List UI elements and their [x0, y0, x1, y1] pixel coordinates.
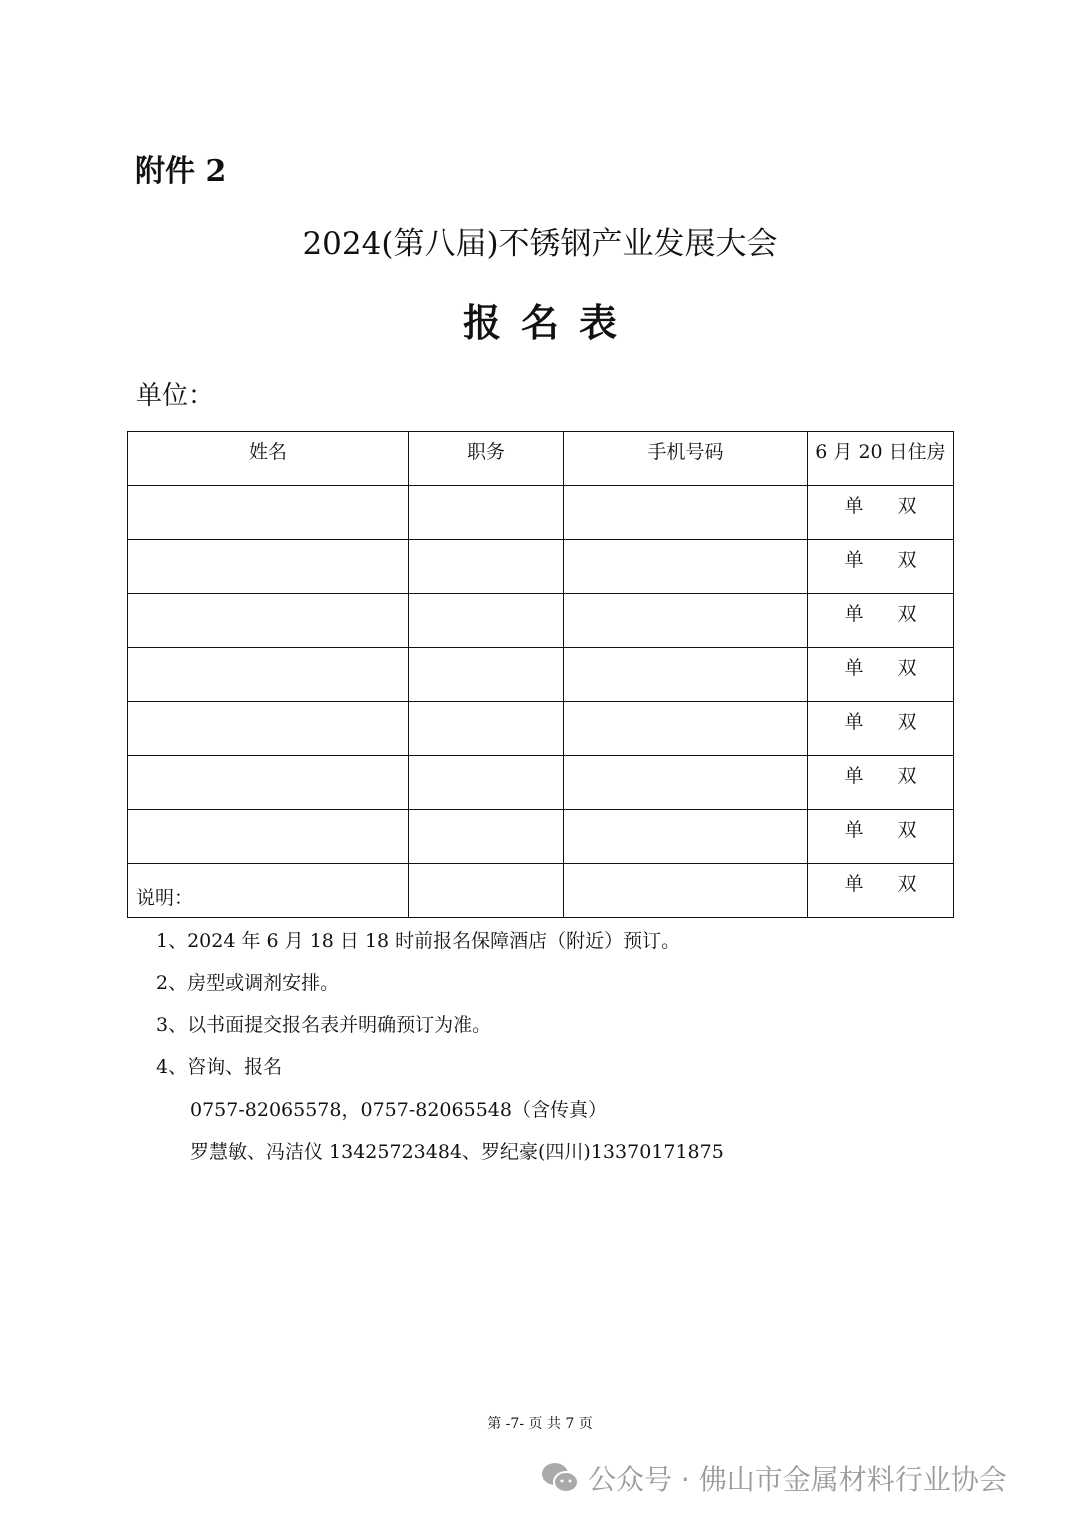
name-cell[interactable]	[128, 648, 409, 702]
position-cell[interactable]	[409, 486, 564, 540]
double-room-option[interactable]: 双	[897, 765, 917, 787]
room-type-cell	[808, 756, 954, 810]
single-room-option[interactable]: 单	[844, 819, 864, 841]
room-type-cell	[808, 864, 954, 918]
name-cell[interactable]	[128, 540, 409, 594]
single-room-option[interactable]: 单	[844, 495, 864, 517]
watermark-text: 公众号 · 佛山市金属材料行业协会	[588, 1463, 1007, 1496]
double-room-option[interactable]: 双	[897, 711, 917, 733]
phone-cell[interactable]	[564, 486, 808, 540]
position-cell[interactable]	[409, 756, 564, 810]
double-room-option[interactable]: 双	[897, 549, 917, 571]
name-cell[interactable]	[128, 486, 409, 540]
note-item: 4、咨询、报名	[156, 1056, 283, 1078]
position-cell[interactable]	[409, 594, 564, 648]
note-item: 2、房型或调剂安排。	[156, 972, 340, 994]
table-row	[128, 648, 954, 702]
room-type-cell	[808, 810, 954, 864]
table-row	[128, 810, 954, 864]
name-cell[interactable]	[128, 702, 409, 756]
table-row	[128, 594, 954, 648]
registration-table	[127, 431, 954, 918]
table-row	[128, 864, 954, 918]
unit-label: 单位：	[136, 381, 215, 411]
single-room-option[interactable]: 单	[844, 711, 864, 733]
phone-cell[interactable]	[564, 756, 808, 810]
position-cell[interactable]	[409, 864, 564, 918]
watermark	[540, 1458, 1007, 1498]
position-cell[interactable]	[409, 810, 564, 864]
note-item: 1、2024 年 6 月 18 日 18 时前报名保障酒店（附近）预订。	[156, 930, 681, 952]
name-cell[interactable]	[128, 810, 409, 864]
double-room-option[interactable]: 双	[897, 657, 917, 679]
phone-cell[interactable]	[564, 648, 808, 702]
header-phone: 手机号码	[564, 432, 808, 486]
double-room-option[interactable]: 双	[897, 873, 917, 895]
double-room-option[interactable]: 双	[897, 603, 917, 625]
position-cell[interactable]	[409, 648, 564, 702]
table-row	[128, 486, 954, 540]
room-type-cell	[808, 702, 954, 756]
attachment-label: 附件 2	[135, 154, 227, 189]
phone-cell[interactable]	[564, 702, 808, 756]
position-cell[interactable]	[409, 540, 564, 594]
room-type-cell	[808, 486, 954, 540]
single-room-option[interactable]: 单	[844, 873, 864, 895]
table-row	[128, 540, 954, 594]
contact-people: 罗慧敏、冯洁仪 13425723484、罗纪豪(四川)13370171875	[190, 1141, 724, 1163]
double-room-option[interactable]: 双	[897, 819, 917, 841]
single-room-option[interactable]: 单	[844, 657, 864, 679]
position-cell[interactable]	[409, 702, 564, 756]
phone-cell[interactable]	[564, 810, 808, 864]
header-position: 职务	[409, 432, 564, 486]
double-room-option[interactable]: 双	[897, 495, 917, 517]
document-title: 2024(第八届)不锈钢产业发展大会	[302, 226, 778, 262]
single-room-option[interactable]: 单	[844, 765, 864, 787]
table-row	[128, 702, 954, 756]
table-row	[128, 756, 954, 810]
room-type-cell	[808, 540, 954, 594]
room-type-cell	[808, 594, 954, 648]
phone-cell[interactable]	[564, 540, 808, 594]
contact-phones: 0757-82065578，0757-82065548（含传真）	[190, 1099, 607, 1121]
phone-cell[interactable]	[564, 864, 808, 918]
notes-title: 说明：	[136, 887, 194, 909]
wechat-icon	[540, 1461, 580, 1495]
room-type-cell	[808, 648, 954, 702]
header-name: 姓名	[128, 432, 409, 486]
phone-cell[interactable]	[564, 594, 808, 648]
single-room-option[interactable]: 单	[844, 549, 864, 571]
page-number: 第 -7- 页 共 7 页	[487, 1416, 593, 1432]
name-cell[interactable]	[128, 756, 409, 810]
table-header-row	[128, 432, 954, 486]
form-title: 报名表	[462, 300, 637, 345]
name-cell[interactable]	[128, 594, 409, 648]
header-lodging: 6 月 20 日住房	[808, 432, 954, 486]
single-room-option[interactable]: 单	[844, 603, 864, 625]
note-item: 3、以书面提交报名表并明确预订为准。	[156, 1014, 492, 1036]
